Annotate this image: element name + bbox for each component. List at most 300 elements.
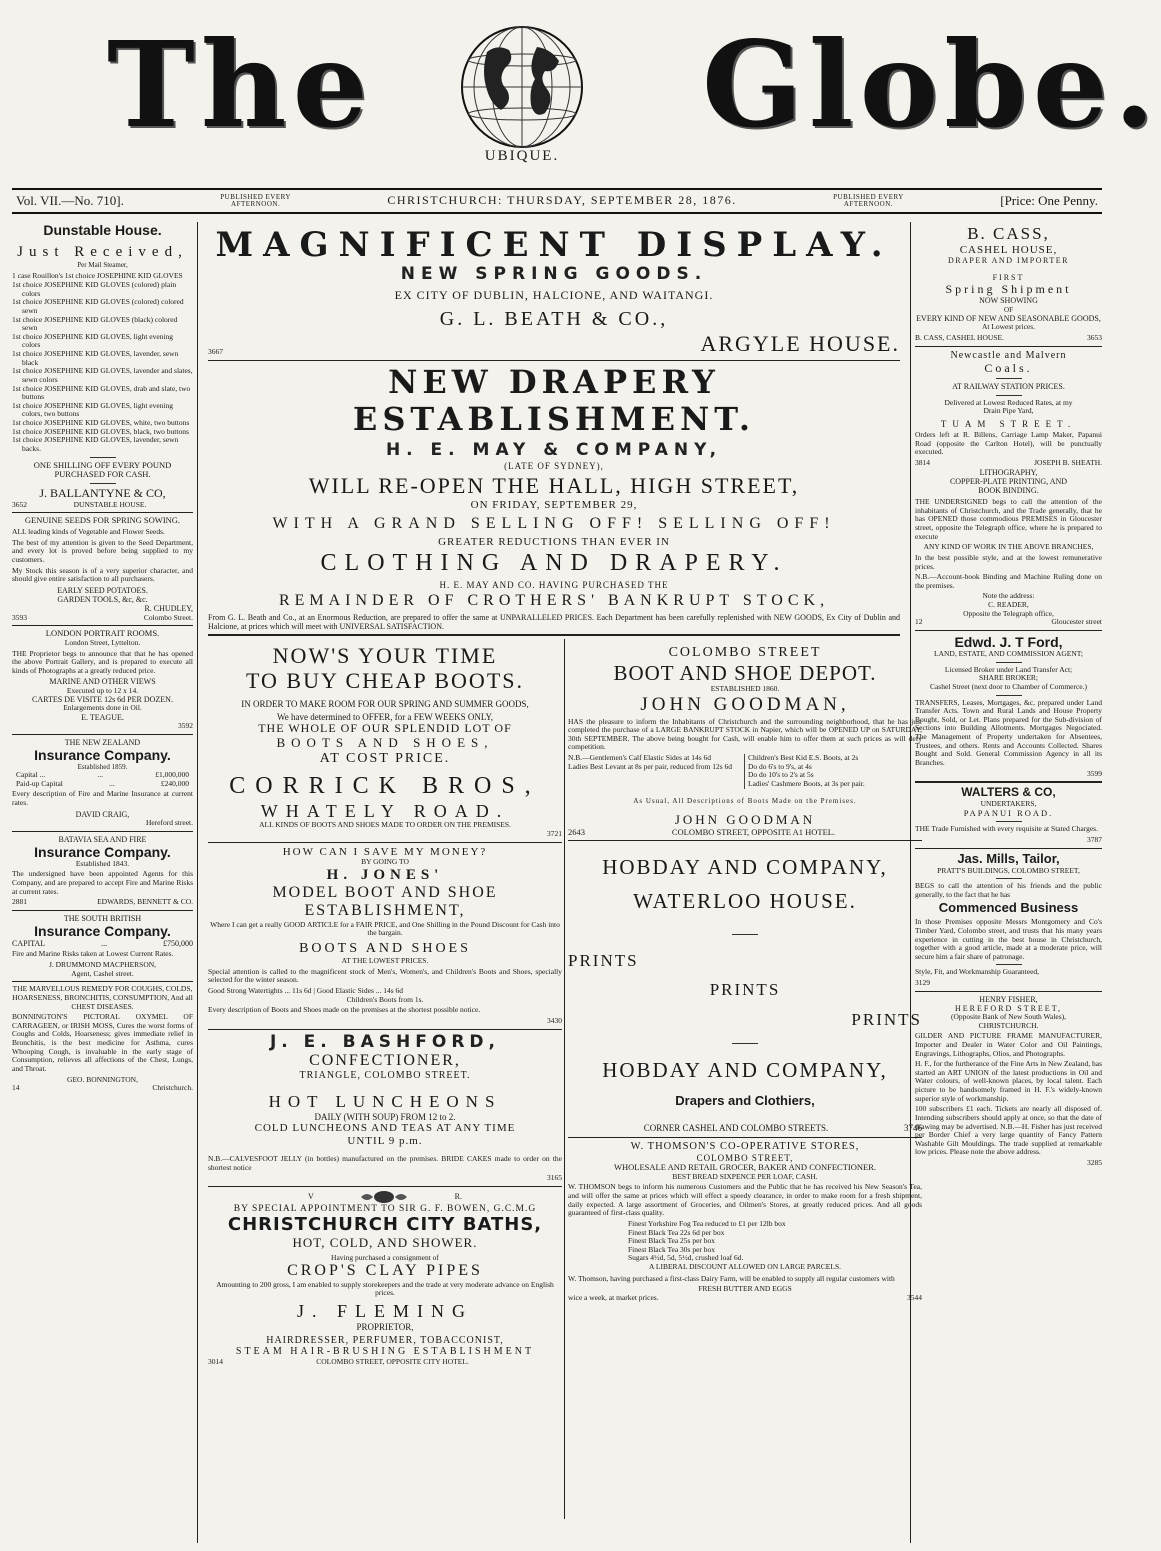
ad-firm: B. CASS, [967,224,1050,243]
ad-firm: CORRICK BROS, [229,773,541,799]
divider [915,346,1102,347]
ad-footer [208,331,900,356]
paid-up-label: Paid-up Capital [16,778,63,788]
ad-address: PAPANUI ROAD. [963,807,1054,818]
ad-line: GREATER REDUCTIONS THAN EVER IN [438,535,670,548]
ad-name: JOHN GOODMAN [674,811,816,827]
ad-headline: MAGNIFICENT DISPLAY. [215,225,893,265]
ad-line: MARINE AND OTHER VIEWS [49,677,156,687]
globe-emblem [452,22,592,182]
ad-line: EX CITY OF DUBLIN, HALCIONE, AND WAITANGI. [394,287,714,302]
ad-text: HAS the pleasure to inform the Inhabitants of Christchurch and the surrounding neighborhood, that he has just completed the purchase of a LARGE BANKRUPT STOCK in Napier, which will be OPENED UP on SATURDAY, 30th SEPTEMBER. The above being bought for Cash, will enable him to offer them at such prices as will defy competition. [568,716,922,752]
ad-firm: HOBDAY AND COMPANY, [602,1058,888,1083]
ad-line: As Usual, All Descriptions of Boots Made on the Premises. [633,796,857,805]
ad-line: CARTES DE VISITE 12s 6d PER DOZEN. [32,695,173,705]
list-item: 1st choice JOSEPHINE KID GLOVES, light evening colors [12,331,174,350]
ad-text: GILDER AND PICTURE FRAME MANUFACTURER, Importer and Dealer in Water Color and Oil Paintings, Engravings, Lithographs, Olios, and Photographs. [915,1031,1102,1058]
ad-line: At Lowest prices. [981,321,1036,331]
ad-line: We have determined to OFFER, for a FEW WEEKS ONLY, [276,711,494,722]
divider [732,1043,758,1044]
divider [996,964,1022,965]
ad-line: H. E. MAY AND CO. HAVING PURCHASED THE [439,579,669,590]
divider [90,483,116,484]
ad-line: WHOLESALE AND RETAIL GROCER, BAKER AND CONFECTIONER. [613,1162,877,1173]
divider [996,662,1022,663]
paid-up-dots: ... [109,778,115,788]
ad-thomson [568,1141,922,1303]
ad-magnificent-display [208,226,900,357]
center-split [208,639,922,1519]
ad-text: Children's Boots from 1s. [346,994,424,1004]
divider [996,378,1022,379]
ad-headline: LITHOGRAPHY, [979,467,1038,477]
ad-address: HEREFORD STREET, [955,1003,1062,1013]
ad-headline: TO BUY CHEAP BOOTS. [246,668,524,694]
ad-line: ON FRIDAY, SEPTEMBER 29, [470,498,638,511]
ad-firm: G. L. BEATH & CO., [439,308,669,331]
divider [996,821,1022,822]
royal-arms-row [208,1190,562,1204]
capital-dots: ... [101,939,108,949]
ad-footer [915,618,1102,627]
list-item: 1st choice JOSEPHINE KID GLOVES (colored) plain colors [12,280,177,298]
ad-ford [915,634,1102,778]
ad-headline: NEW DRAPERY ESTABLISHMENT. [352,362,756,438]
place-date: CHRISTCHURCH: THURSDAY, SEPTEMBER 28, 1876. [387,193,737,208]
list-item: 1st choice JOSEPHINE KID GLOVES (colored) colored sewn [12,297,184,315]
ad-portrait-rooms [12,629,193,731]
ad-firm: H. JONES' [326,866,444,883]
list-item: Finest Black Tea 22s 6d per box [628,1227,725,1237]
divider [208,634,900,636]
ad-address: COLOMBO STREET, OPPOSITE CITY HOTEL. [316,1356,469,1366]
ad-ref: 3667 [208,347,223,357]
ad-city-baths [208,1190,562,1366]
ad-address: CASHEL HOUSE, [959,243,1058,256]
ad-ref: 3014 [208,1356,223,1366]
ad-text: wice a week, at market prices. [568,1292,659,1302]
list-item: 1st choice JOSEPHINE KID GLOVES, lavender, sewn backs. [12,435,179,453]
ad-text: ALL leading kinds of Vegetable and Flower Seeds. [12,527,165,537]
price: [Price: One Penny. [1000,192,1098,208]
ad-line: CONFECTIONER, [309,1052,461,1070]
ad-headline: COLOMBO STREET [668,644,822,660]
center-right-half [568,639,922,1303]
divider [568,840,922,841]
ad-footer [568,1123,922,1133]
ad-line: Note the address: [982,591,1035,601]
masthead [12,8,1161,188]
masthead-title-right: Globe. [702,15,1161,154]
divider [90,457,116,458]
ad-text: My Stock this season is of a very superior character, and should give entire satisfaction to all purchasers. [12,565,193,584]
ad-south-british [12,914,193,978]
price-list-right [745,754,922,789]
ad-address: WHATELY ROAD. [260,800,510,821]
ad-text: Special attention is called to the magnificent stock of Men's, Women's, and Children's Boots and Shoes, specially selected for the winter season. [208,966,562,985]
dateline [12,188,1102,214]
ad-ref: 2643 [568,826,585,837]
capital-dots: ... [97,770,104,780]
ad-line: UNTIL 9 p.m. [347,1134,423,1147]
paid-up-row [12,780,193,789]
ad-goodman [568,645,922,837]
ad-text: Every description of Fire and Marine Insurance at current rates. [12,789,193,808]
center-left-half [208,639,562,1367]
ad-line: Opposite the Telegraph office, [963,608,1054,618]
ad-ref: 14 [12,1083,20,1093]
ad-batavia-insurance [12,835,193,907]
ad-footer [12,898,193,907]
ad-address: COLOMBO STREET, OPPOSITE A1 HOTEL. [671,826,836,837]
column-rule [564,639,565,1519]
published-note-line: AFTERNOON. [843,200,894,208]
published-note-line: PUBLISHED EVERY [833,193,904,201]
ad-name: GEO. BONNINGTON, [67,1074,138,1084]
ad-line: IN ORDER TO MAKE ROOM FOR OUR SPRING AND SUMMER GOODS, [241,699,529,710]
royal-initial-v: V [308,1192,314,1202]
ad-line: COLD LUNCHEONS AND TEAS AT ANY TIME [254,1121,516,1134]
list-item: 1st choice JOSEPHINE KID GLOVES, drab and slate, two buttons [12,383,191,402]
ad-headline: BOOK BINDING. [978,485,1039,495]
ad-text: 100 subscribers £1 each. Tickets are nearly all disposed of. Intending subscribers should apply at once, so that the date of drawing may be advertised. N.B.—H. Fisher has just received per Border Chief a very large quantity of Fancy Pattern Washable Gilt Mouldings. The trade supplied at remarkable low prices. Please note the above address. [915,1104,1102,1157]
ad-text: In the best possible style, and at the lowest remunerative prices. [915,552,1102,571]
ad-footer [568,828,922,838]
published-note-line: PUBLISHED EVERY [220,193,291,201]
ad-line: HOT, COLD, AND SHOWER. [292,1234,478,1250]
ad-dunstable-house [12,222,193,509]
ad-footer [568,1294,922,1303]
ad-line: BOOTS AND SHOES [299,941,471,957]
ad-line: BEST BREAD SIXPENCE PER LOAF, CASH. [672,1171,818,1181]
ad-address: Colombo Street. [143,612,193,622]
ad-text: In those Premises opposite Messrs Montgomery and Co's Timber Yard, Colombo street, and trusts that his many years experience in cutting in the best house in Christchurch, together with a good article, made at a moderate price, will secure him a fair share of patronage. [915,917,1102,961]
ad-line: (Opposite Bank of New South Wales), [950,1012,1067,1022]
ad-name: DAVID CRAIG, [75,809,130,819]
divider [12,910,193,911]
ad-ref: 12 [915,617,923,627]
ad-ref: 3129 [915,978,930,988]
list-item: Do do 6's to 9's, at 4s [748,761,812,771]
list-item: Finest Black Tea 30s per box [628,1244,716,1254]
ad-text: N.B.—Account-book Binding and Machine Ruling done on the premises. [915,572,1102,590]
ad-firm: CHRISTCHURCH CITY BATHS, [227,1213,543,1235]
ad-line: BY GOING TO [361,857,409,867]
ad-line: PROPRIETOR, [356,1321,414,1332]
ad-line: REMAINDER OF CROTHERS' BANKRUPT STOCK, [278,592,830,610]
paid-up-value: £240,000 [160,778,189,788]
left-column [12,222,198,1543]
royal-initial-r: R. [454,1192,462,1202]
ad-text: Fire and Marine Risks taken at Lowest Current Rates. [12,949,174,959]
list-item: Ladies' Cashmere Boots, at 3s per pair. [748,778,865,788]
ad-text: The undersigned have been appointed Agents for this Company, and are prepared to accept Fire and Marine Risks at current rates. [12,869,193,896]
ad-text: BONNINGTON'S PICTORAL OXYMEL OF CARRAGEEN, or IRISH MOSS, Cures the worst forms of Coughs and Colds, Hoarseness; gives immediate relief in Bronchitis, is the best medicine for Asthma, cures Whooping Cough, is invaluable in the early stage of Consumption, relieves all affections of the Chest, Lungs, and Throat. [12,1012,193,1073]
ad-title: THE MARVELLOUS REMEDY FOR COUGHS, COLDS, HOARSENESS, BRONCHITIS, CONSUMPTION, And all CHEST DISEASES. [12,984,193,1011]
list-item: Children's Best Kid E.S. Boots, at 2s [748,753,859,763]
ad-footer [12,501,193,510]
masthead-motto: UBIQUE. [484,148,560,164]
ad-line: THE WHOLE OF OUR SPLENDID LOT OF [258,721,512,736]
ad-headline: BOOT AND SHOE DEPOT. [613,660,877,685]
ad-name: C. READER, [988,600,1029,610]
ad-line: EARLY SEED POTATOES. [57,585,148,595]
ad-text: Good Strong Watertights ... 11s 6d | Good Elastic Sides ... 14s 6d [208,986,404,996]
ad-headline: CROP'S CLAY PIPES [287,1262,483,1280]
ad-firm: HENRY FISHER, [979,994,1038,1004]
capital-value: £750,000 [162,939,193,949]
divider [996,395,1022,396]
ad-nz-insurance [12,738,193,828]
ad-headline: Commenced Business [938,900,1079,916]
ad-ref: 3599 [1087,768,1102,778]
ad-line: HAIRDRESSER, PERFUMER, TOBACCONIST, [266,1334,504,1346]
ad-address: Christchurch. [152,1083,193,1093]
ad-headline: Spring Shipment [945,281,1072,296]
ad-firm: J. BALLANTYNE & CO, [39,486,166,501]
divider [12,831,193,832]
ad-ref: 2881 [12,897,27,907]
ad-line: AT COST PRICE. [319,750,451,766]
ad-footer [915,334,1102,343]
ad-title: Insurance Company. [34,843,171,860]
published-note-line: AFTERNOON. [231,200,281,208]
ad-text: Where I can get a really GOOD ARTICLE for a FAIR PRICE, and One Shilling in the Pound Discount for Cash into the bargain. [210,919,560,938]
page-body [12,222,1102,1543]
ad-line: GARDEN TOOLS, &c, &c. [57,595,148,605]
ad-name: J. FLEMING [296,1300,473,1321]
ad-line: EVERY KIND OF NEW AND SEASONABLE GOODS, [916,313,1101,323]
ad-firm: JOHN GOODMAN, [640,693,850,715]
ad-line: UNDERTAKERS, [980,798,1037,808]
list-item: 1st choice JOSEPHINE KID GLOVES, white, two buttons [12,418,190,428]
ad-name: EDWARDS, BENNETT & CO. [97,897,193,907]
ad-text: THE UNDERSIGNED begs to call the attention of the inhabitants of Christchurch, and the Trade generally, that he has OPENED those commodious PREMISES in Gloucester street, opposite the Telegraph office, where he is prepared to execute [915,497,1102,541]
ad-line: ESTABLISHMENT, [304,902,466,920]
list-item: Finest Yorkshire Fog Tea reduced to £1 per 12lb box [628,1218,786,1228]
right-column [910,222,1102,1543]
ad-line: OF [1004,305,1013,314]
ad-name: E. TEAGUE. [81,713,124,723]
ad-subline: Per Mail Steamer, [77,261,128,270]
ad-address: Gloucester street [1051,617,1102,627]
ad-line: CHRISTCHURCH. [978,1020,1039,1030]
list-item: 1st choice JOSEPHINE KID GLOVES, lavender and slates, sewn colors [12,366,193,384]
ad-line: Enlargements done in Oil. [63,703,142,713]
list-item: N.B.—Gentlemen's Calf Elastic Sides at 14s 6d [568,753,711,763]
divider [915,630,1102,631]
ad-bashford [208,1033,562,1183]
ad-save-money [208,846,562,1026]
ad-firm: J. E. BASHFORD, [269,1031,500,1052]
ad-firm: Jas. Mills, Tailor, [957,850,1060,866]
ad-seeds [12,516,193,622]
ad-line: Drapers and Clothiers, [675,1093,815,1109]
ad-subline: Agent, Cashel street. [71,968,134,978]
price-list-left [568,754,745,789]
ad-walters [915,786,1102,844]
ad-line: MODEL BOOT AND SHOE [272,884,498,902]
published-note-left [220,194,291,208]
ad-ref: 3787 [1087,834,1102,844]
published-note-right [833,194,904,208]
ad-address: CORNER CASHEL AND COLOMBO STREETS. [643,1123,829,1134]
divider [996,695,1022,696]
ad-text: W. Thomson, having purchased a first-class Dairy Farm, will be enabled to supply all regular customers with [568,1273,895,1283]
ad-line: AT RAILWAY STATION PRICES. [952,382,1065,392]
ad-headline: HOW CAN I SAVE MY MONEY? [282,845,488,858]
ad-name: R. CHUDLEY, [144,604,193,614]
list-item: Finest Black Tea 25s per box [628,1236,716,1246]
list-item: Sugars 4½d, 5d, 5½d, crushed loaf 6d. [628,1253,744,1263]
divider [208,1186,562,1187]
tea-list [568,1220,922,1263]
ad-line: DRAPER AND IMPORTER [948,256,1069,266]
glove-list [12,272,193,453]
ad-subline: Established 1843. [75,858,130,868]
ad-line: BOOTS AND SHOES, [276,734,494,750]
list-item: 1st choice JOSEPHINE KID GLOVES (black) colored sewn [12,314,178,333]
price-list [568,754,922,789]
ad-fisher [915,995,1102,1168]
ad-text: W. THOMSON begs to inform his numerous Customers and the Public that he has received his New Season's Tea, and will offer the same at prices which will effect a speedy clearance, in order to make room for a fresh shipment, daily expected. A large assortment of Groceries, and Oilmen's Stores, at greatly reduced prices. And all goods guaranteed of first-class quality. [568,1182,922,1218]
ad-offer: ONE SHILLING OFF EVERY POUND PURCHASED FOR CASH. [33,459,172,480]
ad-text: TRANSFERS, Leases, Mortgages, &c, prepared under Land Transfer Acts. Town and Rural Lands and House Property Bought, Sold, or Let. Plans prepared for the Sub-division of Sections into Building Allotments. Mortgages Negociated. The Management of Property undertaken for Absentees, Trustees, and others. Rents and Accounts Collected. Shares Bought and Sold. General Commission Agency in all its Branches. [915,697,1102,767]
ad-title: Insurance Company. [34,747,171,764]
ad-line: FIRST [992,273,1025,283]
ad-line: Having purchased a consignment of [331,1252,439,1262]
ad-address: DUNSTABLE HOUSE. [73,499,147,509]
ad-line: Delivered at Lowest Reduced Rates, at my [944,397,1073,407]
ad-address: TUAM STREET. [940,418,1077,429]
divider [915,848,1102,849]
capital-row [12,939,193,948]
ad-text: From G. L. Beath and Co., at an Enormous Reduction, are prepared to offer the same at UNPARALLELED PRICES. Each Department has been carefully replenished with NEW GOODS, Ex City of Dublin and Halcione, at prices which will meet with UNIVERSAL SATISFACTION. [208,612,900,631]
ad-title: Dunstable House. [43,222,162,238]
ad-headline: NOW'S YOUR TIME [272,642,498,668]
ad-text: ALL KINDS OF BOOTS AND SHOES MADE TO ORDER ON THE PREMISES. [259,820,511,830]
ad-text: Orders left at R. Billens, Carriage Lamp Maker, Papanui Road (opposite the Carlton Hotel), will be punctually executed. [915,430,1102,457]
ad-text: Amounting to 200 gross, I am enabled to supply storekeepers and the trade at very moderate advance on English prices. [216,1279,554,1298]
ad-subline: London Street, Lyttelton. [64,637,141,647]
ad-headline: COPPER-PLATE PRINTING, AND [949,476,1068,486]
ad-line: WITH A GRAND SELLING OFF! SELLING OFF! [272,515,836,533]
ad-text: THE Trade Furnished with every requisite at Stated Charges. [915,824,1098,834]
ad-text: Every description of Boots and Shoes made on the premises at the shortest possible notice. [208,1005,481,1015]
ad-line: WILL RE-OPEN THE HALL, HIGH STREET, [308,473,800,499]
ad-line: Licensed Broker under Land Transfer Act; [944,664,1073,674]
capital-label: CAPITAL [12,939,46,949]
ad-headline: Newcastle and Malvern [950,350,1067,362]
divider [12,734,193,735]
ad-ref: 3721 [547,828,562,838]
ad-ref: 3814 [915,457,930,467]
ad-subline: Established 1859. [77,763,128,772]
ad-line: CLOTHING AND DRAPERY. [320,550,788,577]
ad-address: WATERLOO HOUSE. [633,889,857,914]
ad-address: Cashel Street (next door to Chamber of Commerce.) [929,681,1088,691]
ad-line: Executed up to 12 x 14. [66,685,139,695]
ad-line: FRESH BUTTER AND EGGS [698,1284,792,1294]
ad-firm: WALTERS & CO, [961,785,1056,800]
ad-footer [915,459,1102,468]
ad-title: LONDON PORTRAIT ROOMS. [45,628,160,639]
ad-text: BEGS to call the attention of his friends and the public generally, to the fact that he has [915,881,1102,899]
ad-address: PRATT'S BUILDINGS, COLOMBO STREET, [937,865,1080,875]
ad-line: AT THE LOWEST PRICES. [341,956,429,966]
ad-ref: 3653 [1087,333,1102,343]
prints-line: PRINTS [568,950,639,970]
ad-line: DAILY (WITH SOUP) FROM 12 to 2. [314,1111,456,1122]
ad-remedy [12,985,193,1093]
ad-text: The best of my attention is given to the Seed Department, and every lot is proved before being supplied to my customers. [12,537,193,565]
ad-mills [915,852,1102,988]
ad-ref: 3165 [547,1173,562,1183]
ad-coals [915,350,1102,468]
ad-cheap-boots [208,643,562,839]
volume-number: Vol. VII.—No. 710]. [16,192,124,208]
list-item: Ladies Best Levant at 8s per pair, reduced from 12s 6d [568,761,733,771]
ad-pre: THE SOUTH BRITISH [63,913,142,923]
divider [732,934,758,935]
list-item: 1st choice JOSEPHINE KID GLOVES, lavender, sewn black [12,349,179,367]
divider [12,625,193,626]
ad-headline: Just Received, [17,244,188,261]
ad-ref: 3592 [178,721,193,731]
divider [996,878,1022,879]
ad-subline: (LATE OF SYDNEY), [504,460,604,471]
royal-arms-icon [359,1190,409,1204]
ad-text: N.B.—CALVESFOOT JELLY (in bottles) manufactured on the premises. BRIDE CAKES made to order on the shortest notice [208,1154,562,1172]
list-item: 1 case Rouillon's 1st choice JOSEPHINE KID GLOVES [12,271,183,281]
ad-text: H. F., for the furtherance of the Fine Arts in New Zealand, has started an ART UNION of the latest productions in Oil and Water colours, of well-known places, by local talent. Each picture to be handsomely framed in H. F.'s widely-known superior style of workmanship. [915,1059,1102,1103]
ad-address: Hereford street. [145,817,193,827]
ad-footer [208,1358,562,1367]
divider [568,1137,922,1138]
ad-headline: HOT LUNCHEONS [268,1091,502,1111]
ad-lithography [915,468,1102,627]
ad-ref: 3285 [1087,1158,1102,1168]
ad-text: Style, Fit, and Workmanship Guaranteed, [915,967,1040,977]
ad-line: A LIBERAL DISCOUNT ALLOWED ON LARGE PARCELS. [648,1262,842,1272]
ad-title: Insurance Company. [34,923,171,940]
list-item: 1st choice JOSEPHINE KID GLOVES, black, two buttons [12,426,189,436]
masthead-title-left: The [107,15,374,154]
ad-line: SHARE BROKER; [979,673,1038,683]
ad-name: J. DRUMMOND MACPHERSON, [48,960,157,970]
ad-ref: 3652 [12,499,27,509]
divider [12,512,193,513]
divider [915,781,1102,783]
ad-firm: W. THOMSON'S CO-OPERATIVE STORES, [630,1140,860,1152]
ad-line: STEAM HAIR-BRUSHING ESTABLISHMENT [235,1346,535,1358]
ad-address: COLOMBO STREET, [696,1152,794,1163]
ad-firm: Edwd. J. T Ford, [954,633,1063,650]
list-item: Do do 10's to 2's at 5s [748,770,814,780]
ad-ref: 3593 [12,612,27,622]
divider [208,1029,562,1030]
ad-line: BY SPECIAL APPOINTMENT TO SIR G. F. BOWEN, G.C.M.G [233,1204,537,1215]
divider [208,360,900,361]
list-item: 1st choice JOSEPHINE KID GLOVES, light evening colors, two buttons [12,400,174,419]
ad-line: Drain Pipe Yard, [983,406,1034,416]
globe-icon [457,22,587,152]
capital-label: Capital ... [16,770,46,780]
ad-ref: 3544 [907,1292,922,1302]
prints-line: PRINTS [709,980,781,1000]
ad-cass [915,224,1102,343]
ad-footer [12,1084,193,1093]
